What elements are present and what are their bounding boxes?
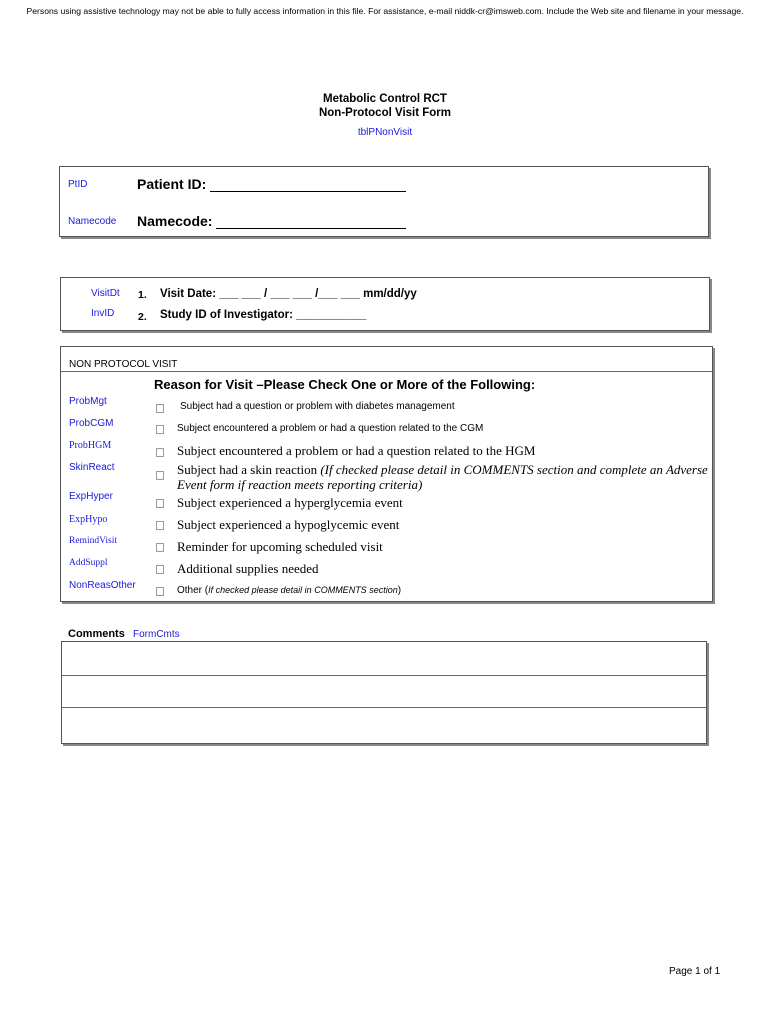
reasons-box bbox=[60, 346, 713, 602]
nonreasother-text: Other ( bbox=[177, 585, 209, 596]
probhgm-checkbox[interactable] bbox=[156, 448, 164, 457]
nonreasother-note: If checked please detail in COMMENTS section bbox=[208, 585, 398, 595]
formcmts-tag: FormCmts bbox=[133, 629, 180, 640]
namecode-field[interactable] bbox=[216, 215, 406, 229]
patient-id-label bbox=[137, 176, 406, 192]
patient-id-field[interactable] bbox=[210, 178, 406, 192]
probmgt-label: Subject had a question or problem with diabetes management bbox=[180, 401, 455, 412]
probhgm-label: Subject encountered a problem or had a question related to the HGM bbox=[177, 443, 536, 458]
namecode-text: Namecode: bbox=[137, 213, 213, 229]
comments-line-2[interactable] bbox=[62, 676, 706, 707]
invid-number: 2. bbox=[138, 311, 147, 323]
remindvisit-tag: RemindVisit bbox=[69, 536, 117, 546]
comments-line-3[interactable] bbox=[62, 708, 706, 744]
nonreasother-tail: ) bbox=[397, 585, 402, 596]
remindvisit-label: Reminder for upcoming scheduled visit bbox=[177, 539, 383, 554]
visitdt-tag: VisitDt bbox=[91, 288, 120, 299]
skinreact-checkbox[interactable] bbox=[156, 471, 164, 480]
divider bbox=[61, 371, 712, 372]
form-subtitle: Non-Protocol Visit Form bbox=[318, 107, 452, 119]
probmgt-tag: ProbMgt bbox=[69, 396, 107, 407]
addsuppl-checkbox[interactable] bbox=[156, 565, 164, 574]
form-title: Metabolic Control RCT bbox=[323, 93, 447, 105]
investigator-id-field[interactable]: Study ID of Investigator: ___________ bbox=[160, 309, 367, 321]
ptid-tag: PtID bbox=[68, 179, 88, 190]
comments-box bbox=[61, 641, 707, 744]
page-number: Page 1 of 1 bbox=[669, 966, 721, 977]
visit-date-field[interactable]: Visit Date: ___ ___ / ___ ___ /___ ___ mm/dd/yy bbox=[160, 288, 417, 300]
patient-box bbox=[59, 166, 709, 237]
nonreasother-checkbox[interactable] bbox=[156, 587, 164, 596]
namecode-label bbox=[137, 213, 406, 229]
probcgm-label: Subject encountered a problem or had a question related to the CGM bbox=[177, 423, 484, 434]
probcgm-tag: ProbCGM bbox=[69, 418, 114, 429]
addsuppl-label: Additional supplies needed bbox=[177, 561, 319, 576]
skinreact-text: Subject had a skin reaction bbox=[177, 462, 321, 477]
invid-tag: InvID bbox=[91, 308, 115, 319]
visitdt-number: 1. bbox=[138, 289, 147, 301]
probmgt-checkbox[interactable] bbox=[156, 404, 164, 413]
exphypo-label: Subject experienced a hypoglycemic event bbox=[177, 517, 400, 532]
visit-box bbox=[60, 277, 710, 331]
comments-label: Comments bbox=[68, 628, 125, 640]
skinreact-note-line2: Event form if reaction meets reporting criteria) bbox=[177, 477, 423, 492]
namecode-tag: Namecode bbox=[68, 216, 117, 227]
exphypo-checkbox[interactable] bbox=[156, 521, 164, 530]
nonreasother-label bbox=[177, 585, 401, 596]
skinreact-note: (If checked please detail in COMMENTS section and complete an Adverse bbox=[320, 462, 708, 477]
reasons-heading: Reason for Visit –Please Check One or More of the Following: bbox=[154, 377, 536, 392]
nonreasother-tag: NonReasOther bbox=[69, 580, 136, 591]
skinreact-label bbox=[177, 462, 708, 478]
patient-id-text: Patient ID: bbox=[137, 176, 207, 192]
table-tag: tblPNonVisit bbox=[357, 127, 413, 138]
exphypo-tag: ExpHypo bbox=[69, 514, 108, 525]
accessibility-notice: Persons using assistive technology may not be able to fully access information in this file. For assistance, e-mail niddk-cr@imsweb.com. Include the Web site and filename in your message. bbox=[26, 6, 744, 16]
probhgm-tag: ProbHGM bbox=[69, 440, 112, 451]
exphyper-label: Subject experienced a hyperglycemia event bbox=[177, 495, 403, 510]
probcgm-checkbox[interactable] bbox=[156, 425, 164, 434]
exphyper-tag: ExpHyper bbox=[69, 491, 113, 502]
addsuppl-tag: AddSuppl bbox=[69, 558, 108, 568]
skinreact-tag: SkinReact bbox=[69, 462, 115, 473]
exphyper-checkbox[interactable] bbox=[156, 499, 164, 508]
comments-line-1[interactable] bbox=[62, 642, 706, 675]
remindvisit-checkbox[interactable] bbox=[156, 543, 164, 552]
section-title: NON PROTOCOL VISIT bbox=[69, 359, 178, 370]
